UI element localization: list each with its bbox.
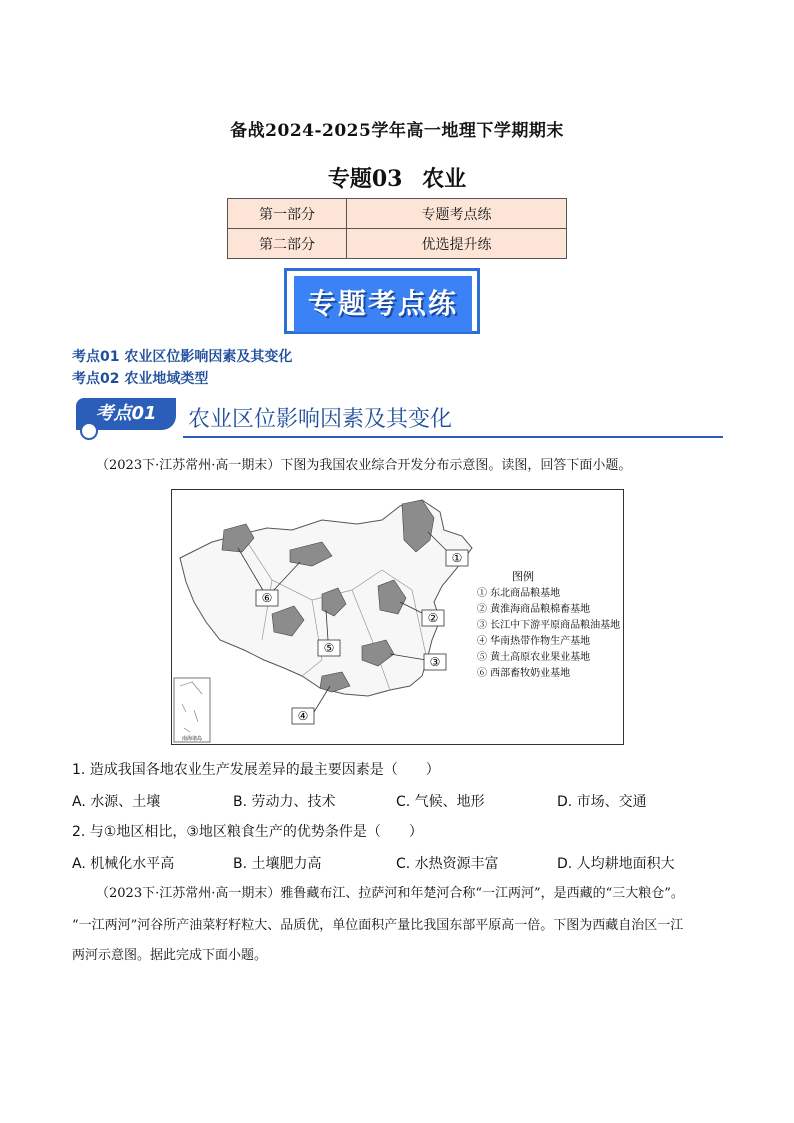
legend-item: ⑤ 黄土高原农业果业基地 [477, 652, 591, 663]
outline-item: 考点01 农业区位影响因素及其变化 [72, 349, 293, 365]
map-graphic [172, 490, 623, 744]
banner-label: 专题考点练 [294, 276, 472, 332]
option-d[interactable]: D. 人均耕地面积大 [557, 856, 675, 872]
option-d[interactable]: D. 市场、交通 [557, 794, 647, 810]
inset-label: 南海诸岛 [181, 736, 203, 742]
marker-5: ⑤ [323, 641, 335, 655]
leader-line [314, 686, 330, 712]
option-c[interactable]: C. 水热资源丰富 [396, 856, 499, 872]
option-a[interactable]: A. 水源、土壤 [72, 794, 161, 810]
option-b[interactable]: B. 土壤肥力高 [233, 856, 322, 872]
legend-title: 图例 [512, 570, 534, 583]
legend-item: ⑥ 西部畜牧奶业基地 [477, 668, 571, 679]
intro-paragraph-line: （2023下·江苏常州·高一期末）雅鲁藏布江、拉萨河和年楚河合称“一江两河”，是西藏的“三大粮仓”。 [96, 886, 684, 901]
part-name-cell: 专题考点练 [347, 199, 567, 229]
legend-item: ③ 长江中下游平原商品粮油基地 [477, 620, 621, 631]
section-banner [284, 268, 484, 334]
question-stem: 1. 造成我国各地农业生产发展差异的最主要因素是（ ） [72, 762, 440, 778]
question-stem: 2. 与①地区相比，③地区粮食生产的优势条件是（ ） [72, 824, 423, 840]
section-badge [76, 398, 182, 436]
marker-6: ⑥ [261, 591, 273, 605]
section-badge-label: 考点01 [76, 398, 176, 430]
marker-1: ① [451, 551, 463, 565]
legend-item: ① 东北商品粮基地 [477, 588, 561, 599]
marker-2: ② [427, 611, 439, 625]
intro-paragraph: （2023下·江苏常州·高一期末）下图为我国农业综合开发分布示意图。读图，回答下面小题。 [96, 458, 632, 473]
intro-paragraph-line: 两河示意图。据此完成下面小题。 [72, 948, 268, 963]
option-c[interactable]: C. 气候、地形 [396, 794, 485, 810]
part-cell: 第一部分 [228, 199, 347, 229]
part-name-cell: 优选提升练 [347, 229, 567, 259]
topic-number: 专题03 [327, 166, 403, 192]
badge-dot-icon [80, 422, 98, 440]
table-row [228, 199, 567, 229]
topic-name: 农业 [422, 166, 467, 192]
marker-4: ④ [297, 709, 309, 723]
section-underline [183, 436, 723, 438]
table-row [228, 229, 567, 259]
legend-item: ② 黄淮海商品粮棉畜基地 [477, 604, 591, 615]
intro-paragraph-line: “一江两河”河谷所产油菜籽籽粒大、品质优，单位面积产量比我国东部平原高一倍。下图为西藏自治区一江 [72, 918, 684, 933]
inset-frame [174, 678, 210, 742]
topic-title [0, 162, 794, 193]
outline-item: 考点02 农业地域类型 [72, 371, 209, 387]
option-b[interactable]: B. 劳动力、技术 [233, 794, 336, 810]
part-cell: 第二部分 [228, 229, 347, 259]
document-title: 备战2024-2025学年高一地理下学期期末 [230, 121, 564, 141]
parts-table [227, 198, 567, 259]
china-agriculture-map [171, 489, 624, 745]
section-title: 农业区位影响因素及其变化 [188, 407, 453, 432]
marker-3: ③ [429, 655, 441, 669]
option-a[interactable]: A. 机械化水平高 [72, 856, 175, 872]
legend-item: ④ 华南热带作物生产基地 [477, 636, 591, 647]
